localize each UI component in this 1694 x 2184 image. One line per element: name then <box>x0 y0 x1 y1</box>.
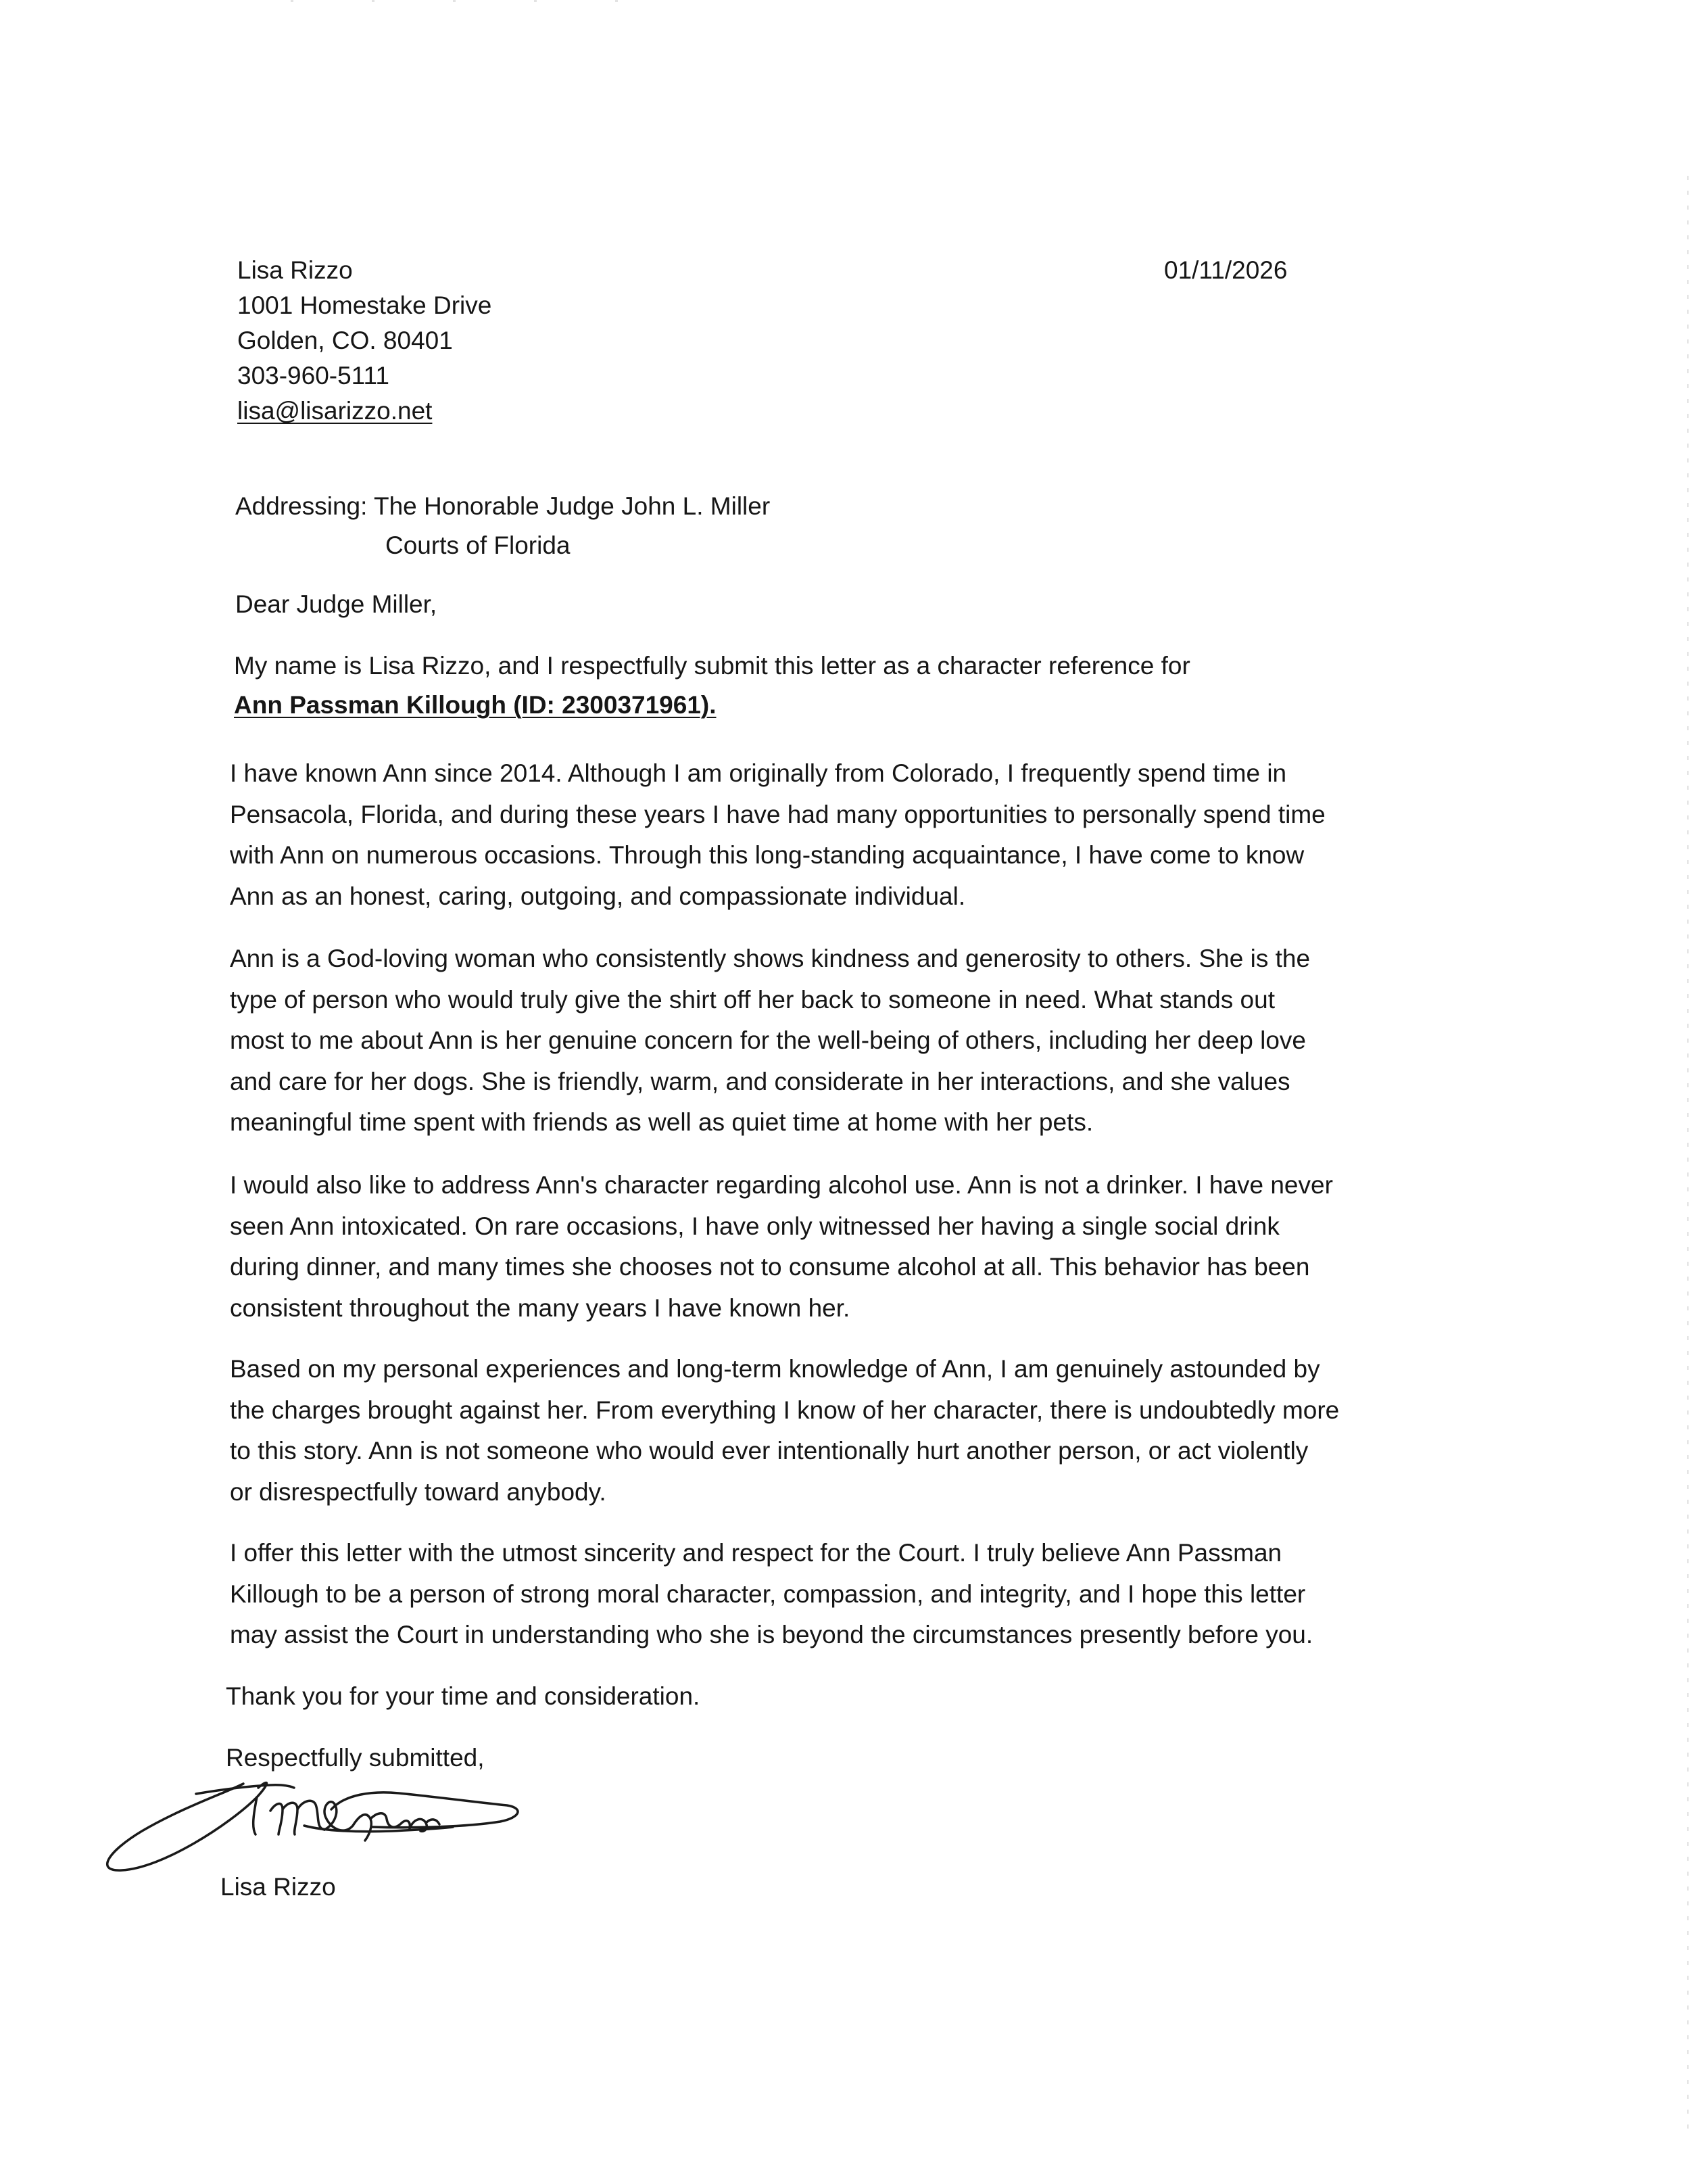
paragraph-line: consistent throughout the many years I have known her. <box>230 1293 850 1322</box>
sender-phone: 303-960-5111 <box>237 362 389 389</box>
sender-address-line1: 1001 Homestake Drive <box>237 291 492 319</box>
paragraph-line: most to me about Ann is her genuine concern for the well-being of others, including her deep love <box>230 1026 1306 1054</box>
paragraph-line: during dinner, and many times she chooses not to consume alcohol at all. This behavior has been <box>230 1253 1310 1281</box>
paragraph-character <box>230 939 1447 1143</box>
paragraph-line: I would also like to address Ann's character regarding alcohol use. Ann is not a drinker. I have never <box>230 1171 1333 1199</box>
paragraph-conclusion <box>230 1533 1447 1656</box>
paragraph-line: Ann as an honest, caring, outgoing, and compassionate individual. <box>230 882 966 910</box>
sender-email: lisa@lisarizzo.net <box>237 397 433 425</box>
paragraph-line: to this story. Ann is not someone who would ever intentionally hurt another person, or act violently <box>230 1437 1309 1465</box>
paragraph-charges <box>230 1349 1447 1513</box>
sender-address-line2: Golden, CO. 80401 <box>237 327 453 354</box>
paragraph-line: Pensacola, Florida, and during these years I have had many opportunities to personally spend time <box>230 800 1326 828</box>
paragraph-alcohol <box>230 1165 1447 1329</box>
scan-artifact-top <box>291 0 669 2</box>
letter-date: 01/11/2026 <box>1164 256 1288 284</box>
paragraph-line: I have known Ann since 2014. Although I am originally from Colorado, I frequently spend time in <box>230 759 1287 787</box>
paragraph-line: Killough to be a person of strong moral character, compassion, and integrity, and I hope this letter <box>230 1580 1306 1608</box>
paragraph-acquaintance <box>230 753 1447 917</box>
addressing-recipient: Addressing: The Honorable Judge John L. Miller <box>235 492 771 520</box>
intro-paragraph <box>234 646 1190 725</box>
signer-name: Lisa Rizzo <box>220 1873 336 1901</box>
salutation: Dear Judge Miller, <box>235 590 437 618</box>
scan-artifact-edge <box>1687 176 1689 2137</box>
subject-name: Ann Passman Killough (ID: 2300371961). <box>234 691 717 719</box>
paragraph-line: Ann is a God-loving woman who consistently shows kindness and generosity to others. She is the <box>230 945 1311 972</box>
paragraph-line: seen Ann intoxicated. On rare occasions, I have only witnessed her having a single social drink <box>230 1212 1280 1240</box>
sender-name: Lisa Rizzo <box>237 256 353 284</box>
paragraph-line: Based on my personal experiences and long-term knowledge of Ann, I am genuinely astounded by <box>230 1355 1320 1383</box>
closing-line: Respectfully submitted, <box>226 1744 485 1772</box>
paragraph-line: meaningful time spent with friends as well as quiet time at home with her pets. <box>230 1108 1094 1136</box>
sender-block <box>237 253 491 429</box>
paragraph-line: or disrespectfully toward anybody. <box>230 1477 606 1506</box>
paragraph-line: with Ann on numerous occasions. Through this long-standing acquaintance, I have come to know <box>230 841 1305 869</box>
paragraph-line: may assist the Court in understanding who she is beyond the circumstances presently before you. <box>230 1621 1313 1648</box>
intro-line: My name is Lisa Rizzo, and I respectfully submit this letter as a character reference for <box>234 652 1190 680</box>
addressing-block <box>235 487 770 565</box>
paragraph-line: the charges brought against her. From everything I know of her character, there is undoubtedly more <box>230 1396 1340 1424</box>
paragraph-line: type of person who would truly give the shirt off her back to someone in need. What stands out <box>230 985 1275 1014</box>
paragraph-line: I offer this letter with the utmost sincerity and respect for the Court. I truly believe Ann Passman <box>230 1539 1282 1567</box>
thanks-line: Thank you for your time and consideration. <box>226 1682 700 1710</box>
paragraph-line: and care for her dogs. She is friendly, warm, and considerate in her interactions, and she values <box>230 1067 1290 1095</box>
addressing-court: Courts of Florida <box>385 531 571 559</box>
handwritten-signature <box>101 1770 642 1878</box>
